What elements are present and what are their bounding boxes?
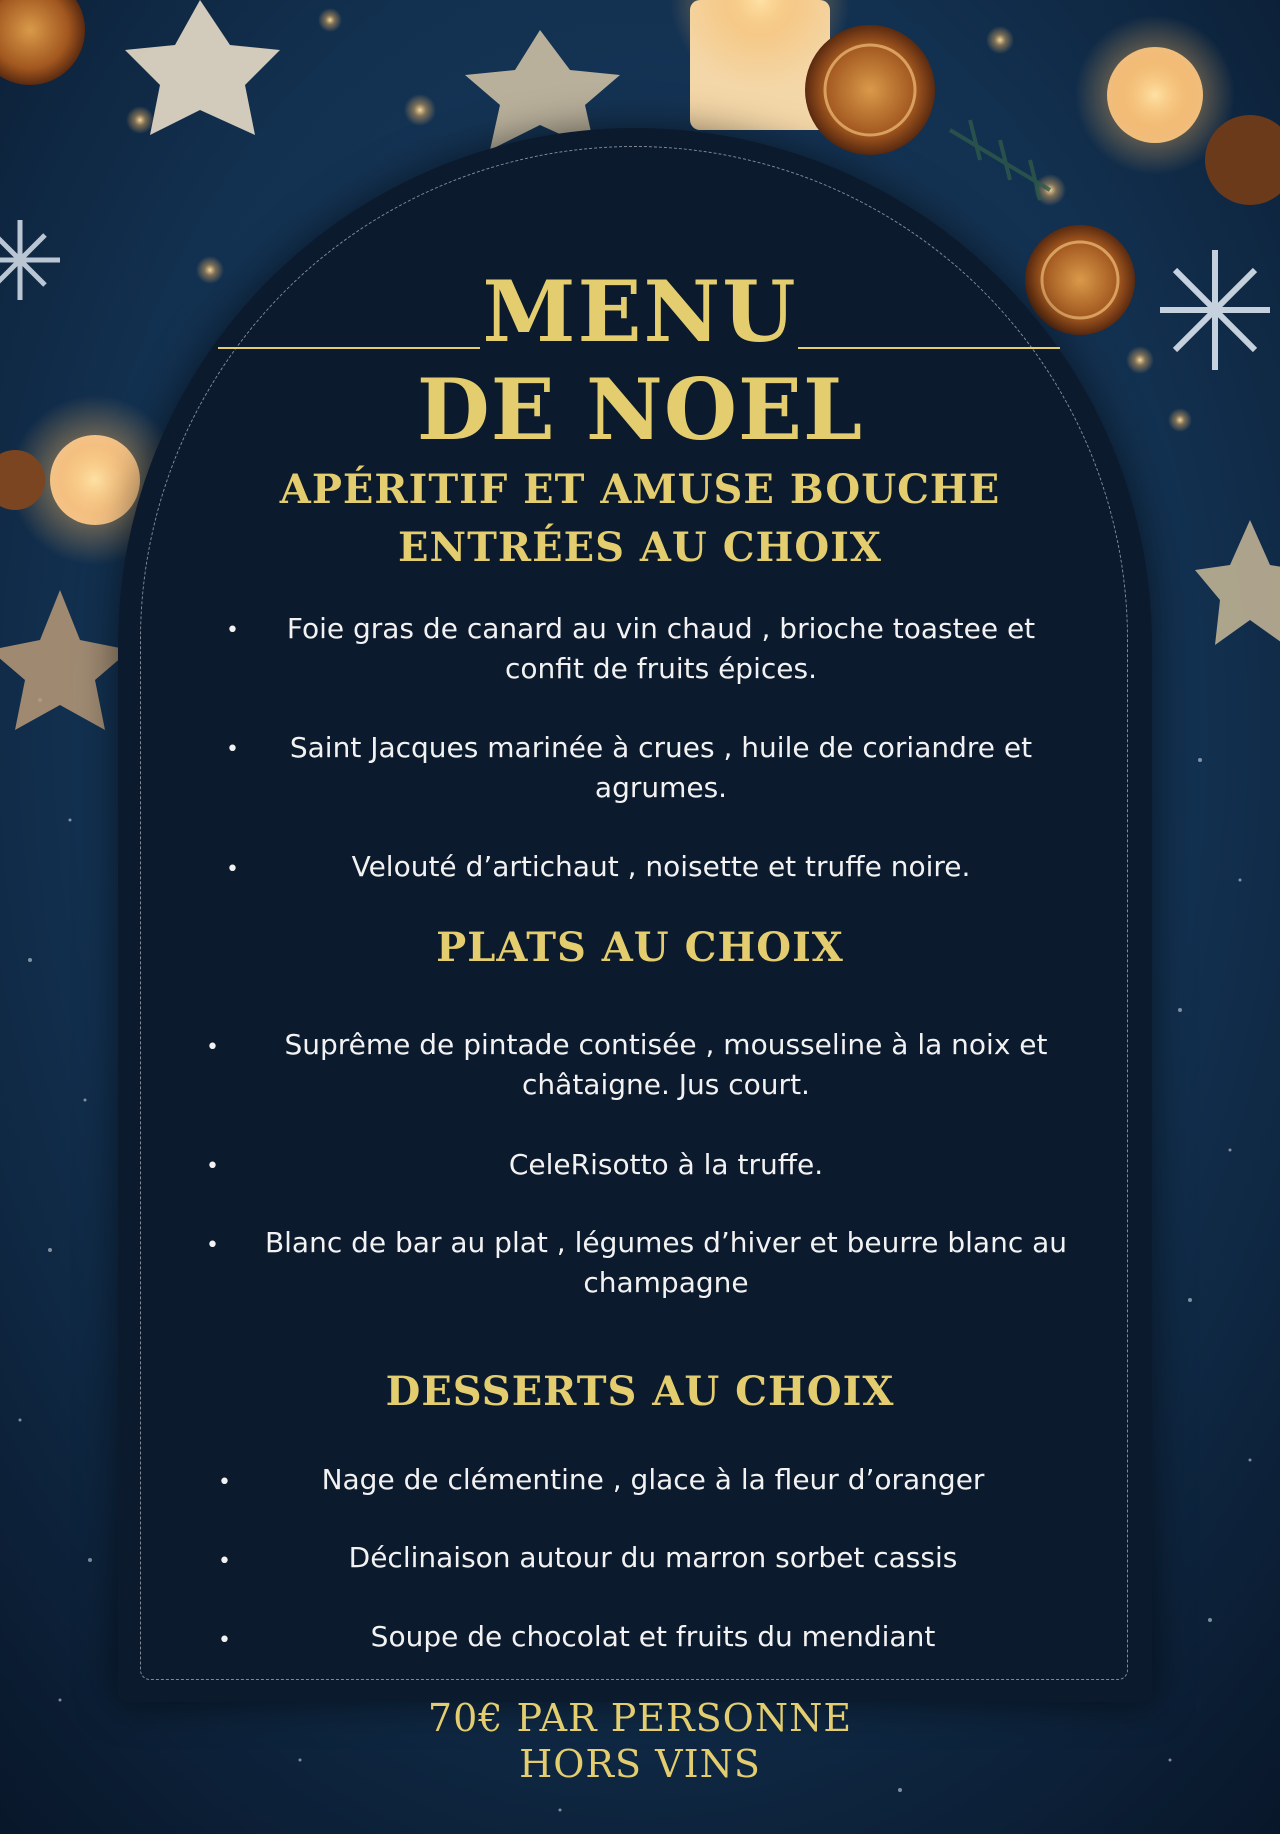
aperitif-heading: APÉRITIF ET AMUSE BOUCHE bbox=[279, 466, 1001, 513]
entree-item: Velouté d’artichaut , noisette et truffe noire. bbox=[351, 850, 971, 883]
entrees-heading: ENTRÉES AU CHOIX bbox=[398, 524, 882, 571]
plat-item: Suprême de pintade contisée , mousseline à la noix et châtaigne. Jus court. bbox=[284, 1028, 1048, 1101]
menu-title-line2: DE NOEL bbox=[416, 360, 864, 459]
price-line1: 70€ PAR PERSONNE bbox=[427, 1696, 853, 1740]
entree-item: Foie gras de canard au vin chaud , brioche toastee et confit de fruits épices. bbox=[286, 612, 1036, 685]
bullet: • bbox=[226, 857, 239, 882]
bullet: • bbox=[226, 737, 239, 762]
entree-item: Saint Jacques marinée à crues , huile de coriandre et agrumes. bbox=[289, 731, 1033, 804]
bullet: • bbox=[218, 1628, 231, 1653]
price-line2: HORS VINS bbox=[519, 1742, 761, 1786]
bullet: • bbox=[218, 1549, 231, 1574]
bullet: • bbox=[226, 618, 239, 643]
dessert-item: Soupe de chocolat et fruits du mendiant bbox=[370, 1620, 936, 1653]
bullet: • bbox=[218, 1470, 231, 1495]
plat-item: CeleRisotto à la truffe. bbox=[508, 1148, 824, 1181]
desserts-heading: DESSERTS AU CHOIX bbox=[385, 1368, 895, 1415]
bullet: • bbox=[206, 1035, 219, 1060]
dessert-item: Déclinaison autour du marron sorbet cassis bbox=[348, 1541, 958, 1574]
menu-title-line1: MENU bbox=[482, 262, 798, 361]
bullet: • bbox=[206, 1154, 219, 1179]
plats-heading: PLATS AU CHOIX bbox=[436, 924, 844, 971]
bullet: • bbox=[206, 1233, 219, 1258]
dessert-item: Nage de clémentine , glace à la fleur d’oranger bbox=[321, 1463, 985, 1496]
plat-item: Blanc de bar au plat , légumes d’hiver et beurre blanc au champagne bbox=[264, 1226, 1068, 1299]
